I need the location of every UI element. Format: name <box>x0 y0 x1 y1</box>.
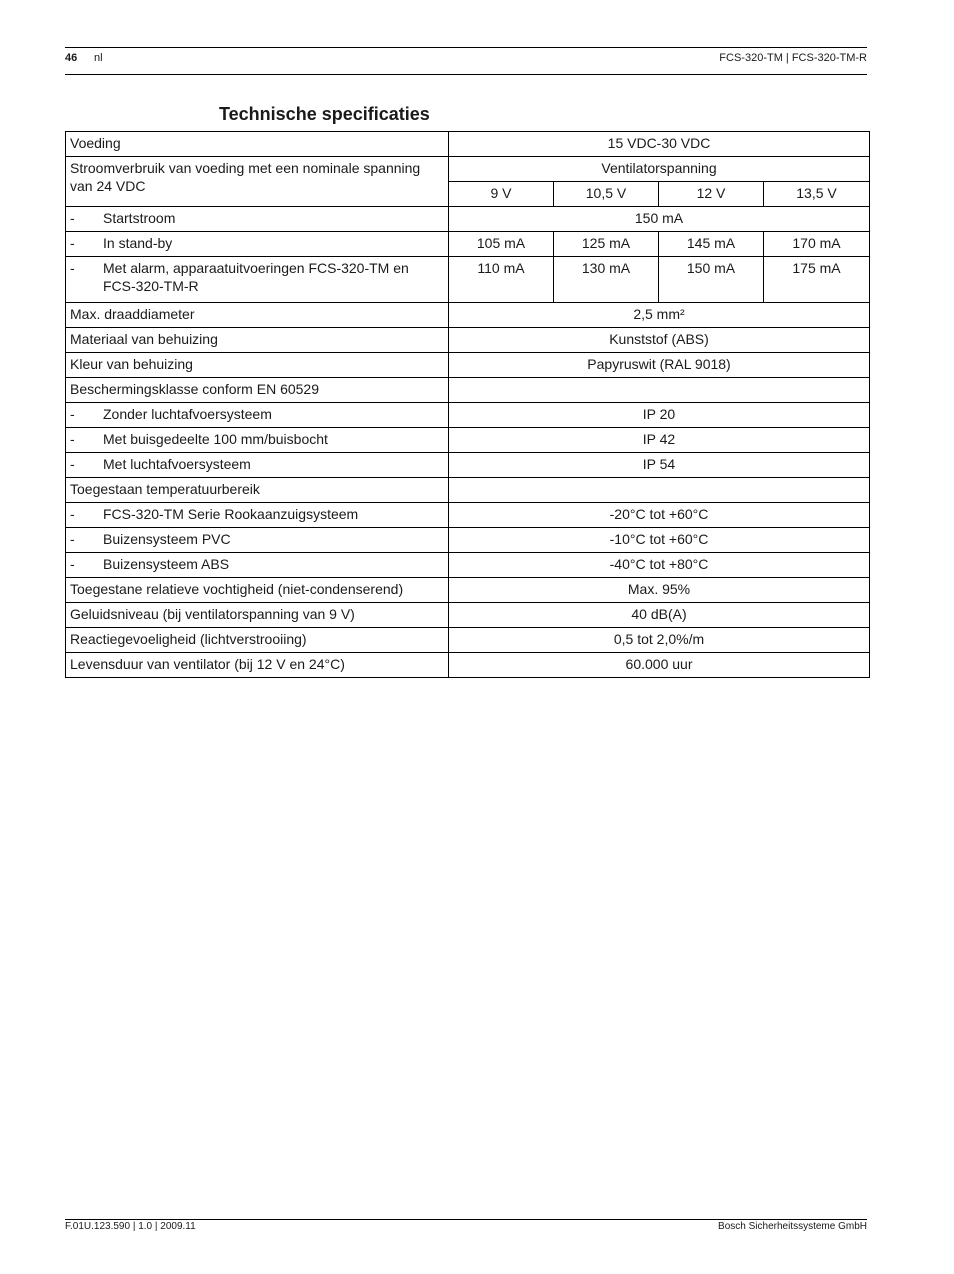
row-label <box>66 207 449 232</box>
voltage-cell: 13,5 V <box>764 182 870 207</box>
current-cell: 105 mA <box>449 232 554 257</box>
table-row <box>66 653 870 678</box>
row-label-text: Buizensysteem ABS <box>103 556 230 572</box>
list-dash: - <box>70 531 75 547</box>
row-label: Toegestane relatieve vochtigheid (niet-condenserend) <box>66 578 449 603</box>
row-value <box>449 478 870 503</box>
row-label-text: Zonder luchtafvoersysteem <box>103 406 272 422</box>
language-code: nl <box>94 52 103 64</box>
table-row <box>66 528 870 553</box>
row-value: Papyruswit (RAL 9018) <box>449 353 870 378</box>
current-cell: 125 mA <box>554 232 659 257</box>
header-bottom-rule <box>65 74 867 75</box>
table-row <box>66 628 870 653</box>
page-number: 46 <box>65 52 78 64</box>
table-row <box>66 453 870 478</box>
table-row <box>66 232 870 257</box>
voltage-group-header: Ventilatorspanning <box>449 157 870 182</box>
row-label: Beschermingsklasse conform EN 60529 <box>66 378 449 403</box>
table-row <box>66 257 870 303</box>
footer-rule <box>65 1219 867 1220</box>
table-row <box>66 207 870 232</box>
table-row <box>66 303 870 328</box>
row-value: 40 dB(A) <box>449 603 870 628</box>
table-row <box>66 353 870 378</box>
row-label <box>66 453 449 478</box>
row-value: -40°C tot +80°C <box>449 553 870 578</box>
section-title: Technische specificaties <box>219 104 430 124</box>
table-row <box>66 578 870 603</box>
row-value: 0,5 tot 2,0%/m <box>449 628 870 653</box>
spec-table <box>65 131 870 678</box>
row-value: -20°C tot +60°C <box>449 503 870 528</box>
row-value: Kunststof (ABS) <box>449 328 870 353</box>
row-label: Voeding <box>66 132 449 157</box>
row-value: IP 42 <box>449 428 870 453</box>
table-row <box>66 603 870 628</box>
row-value <box>449 378 870 403</box>
row-label: Toegestaan temperatuurbereik <box>66 478 449 503</box>
row-value: 150 mA <box>449 207 870 232</box>
footer-company: Bosch Sicherheitssysteme GmbH <box>718 1221 867 1232</box>
current-cell: 110 mA <box>449 257 554 303</box>
row-label-text: Met alarm, apparaatuitvoeringen FCS-320-TM en FCS-320-TM-R <box>103 260 409 294</box>
voltage-cell: 9 V <box>449 182 554 207</box>
voltage-cell: 12 V <box>659 182 764 207</box>
current-cell: 175 mA <box>764 257 870 303</box>
table-row <box>66 132 870 157</box>
row-value: Max. 95% <box>449 578 870 603</box>
row-value: 15 VDC-30 VDC <box>449 132 870 157</box>
row-label <box>66 232 449 257</box>
row-label <box>66 428 449 453</box>
row-value: IP 54 <box>449 453 870 478</box>
table-row <box>66 503 870 528</box>
row-label <box>66 528 449 553</box>
row-label: Reactiegevoeligheid (lichtverstrooiing) <box>66 628 449 653</box>
table-row <box>66 553 870 578</box>
list-dash: - <box>70 556 75 572</box>
document-title: FCS-320-TM | FCS-320-TM-R <box>719 52 867 64</box>
row-label-text: FCS-320-TM Serie Rookaanzuigsysteem <box>103 506 359 522</box>
row-label: Materiaal van behuizing <box>66 328 449 353</box>
table-row <box>66 478 870 503</box>
table-row <box>66 157 870 182</box>
footer-doc-info: F.01U.123.590 | 1.0 | 2009.11 <box>65 1221 196 1232</box>
row-value: 2,5 mm² <box>449 303 870 328</box>
row-label-text: Met buisgedeelte 100 mm/buisbocht <box>103 431 328 447</box>
current-cell: 170 mA <box>764 232 870 257</box>
row-label <box>66 257 449 303</box>
row-value: 60.000 uur <box>449 653 870 678</box>
current-cell: 130 mA <box>554 257 659 303</box>
list-dash: - <box>70 456 75 472</box>
list-dash: - <box>70 406 75 422</box>
row-label <box>66 403 449 428</box>
row-label-text: Startstroom <box>103 210 176 226</box>
row-value: -10°C tot +60°C <box>449 528 870 553</box>
row-label: Kleur van behuizing <box>66 353 449 378</box>
table-row <box>66 378 870 403</box>
list-dash: - <box>70 431 75 447</box>
row-label-text: Met luchtafvoersysteem <box>103 456 251 472</box>
row-value: IP 20 <box>449 403 870 428</box>
table-row <box>66 328 870 353</box>
row-label-text: Buizensysteem PVC <box>103 531 231 547</box>
row-label: Levensduur van ventilator (bij 12 V en 24°C) <box>66 653 449 678</box>
table-row <box>66 428 870 453</box>
current-cell: 145 mA <box>659 232 764 257</box>
row-label <box>66 503 449 528</box>
row-label: Stroomverbruik van voeding met een nominale spanning van 24 VDC <box>66 157 449 207</box>
voltage-cell: 10,5 V <box>554 182 659 207</box>
list-dash: - <box>70 506 75 522</box>
row-label <box>66 553 449 578</box>
list-dash: - <box>70 235 75 251</box>
table-row <box>66 403 870 428</box>
row-label: Geluidsniveau (bij ventilatorspanning van 9 V) <box>66 603 449 628</box>
row-label-text: In stand-by <box>103 235 173 251</box>
header-top-rule <box>65 47 867 48</box>
list-dash: - <box>70 260 75 276</box>
row-label: Max. draaddiameter <box>66 303 449 328</box>
current-cell: 150 mA <box>659 257 764 303</box>
list-dash: - <box>70 210 75 226</box>
